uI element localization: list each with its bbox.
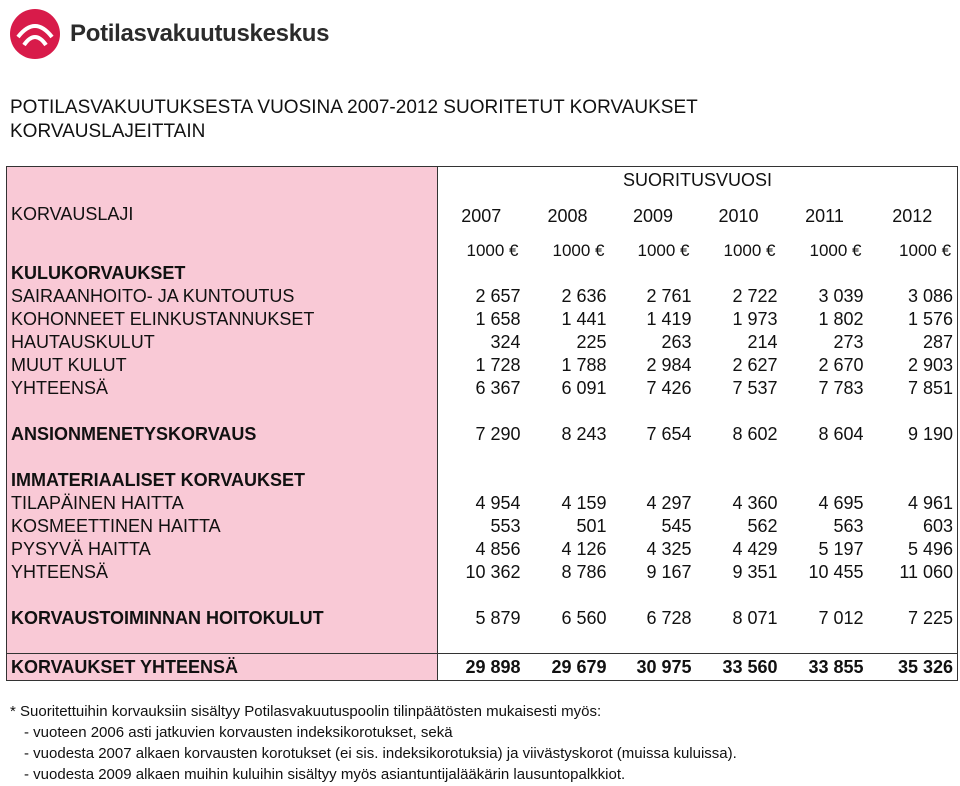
table-row	[7, 492, 958, 515]
footnote: * Suoritettuihin korvauksiin sisältyy Potilasvakuutuspoolin tilinpäätösten mukaisesti myös:	[10, 703, 602, 720]
row-label: YHTEENSÄ	[7, 561, 438, 584]
row-label: YHTEENSÄ	[7, 377, 438, 400]
cell-value: 2 722	[732, 286, 778, 306]
row-label: MUUT KULUT	[7, 354, 438, 377]
cell-value: 33 855	[782, 654, 868, 681]
table-row	[7, 308, 958, 331]
cell-value: 33 560	[696, 654, 782, 681]
cell-value: 4 159	[561, 493, 607, 513]
row-label: PYSYVÄ HAITTA	[7, 538, 438, 561]
page-title	[10, 96, 698, 144]
cell-value: 4 856	[475, 539, 521, 559]
cell-value: 1 788	[561, 355, 607, 375]
table-row	[7, 354, 958, 377]
year-header: 2011	[805, 205, 844, 226]
group-header: SUORITUSVUOSI	[438, 167, 958, 194]
cell-value: 4 695	[818, 493, 864, 513]
cell-value: 7 225	[868, 607, 958, 630]
unit-header: 1000 €	[552, 241, 605, 260]
table-row	[7, 285, 958, 308]
header-logo	[8, 6, 329, 62]
cell-value: 553	[490, 516, 521, 536]
unit-header: 1000 €	[723, 241, 776, 260]
cell-value: 2 761	[646, 286, 692, 306]
cell-value: 545	[661, 516, 692, 536]
cell-value: 1 802	[818, 309, 864, 329]
cell-value: 7 426	[646, 378, 692, 398]
section-heading-row	[7, 262, 958, 285]
cell-value: 8 071	[732, 608, 778, 628]
logo-text: Potilasvakuutuskeskus	[70, 20, 330, 47]
cell-value: 6 728	[646, 608, 692, 628]
cell-value: 8 604	[818, 424, 864, 444]
cell-value: 1 728	[475, 355, 521, 375]
table-row-section-total	[7, 423, 958, 446]
cell-value: 273	[833, 332, 864, 352]
cell-value: 5 496	[868, 538, 958, 561]
cell-value: 1 419	[646, 309, 692, 329]
cell-value: 6 091	[561, 378, 607, 398]
cell-value: 7 290	[475, 424, 521, 444]
year-header: 2007	[461, 205, 502, 226]
label-header-cell	[7, 167, 438, 263]
spacer-row	[7, 446, 958, 469]
compensation-table	[6, 166, 958, 681]
cell-value: 10 362	[465, 562, 521, 582]
cell-value: 4 325	[646, 539, 692, 559]
cell-value: 4 429	[732, 539, 778, 559]
cell-value: 1 658	[475, 309, 521, 329]
cell-value: 7 654	[646, 424, 692, 444]
cell-value: 501	[576, 516, 607, 536]
cell-value: 11 060	[868, 561, 958, 584]
page-title-line-1: POTILASVAKUUTUKSESTA VUOSINA 2007-2012 SUORITETUT KORVAUKSET	[10, 97, 698, 118]
row-label: KORVAUKSET YHTEENSÄ	[7, 654, 438, 681]
cell-value: 4 961	[868, 492, 958, 515]
cell-value: 214	[747, 332, 778, 352]
cell-value: 6 367	[475, 378, 521, 398]
cell-value: 263	[661, 332, 692, 352]
footnote: - vuodesta 2007 alkaen korvausten korotukset (ei sis. indeksikorotuksia) ja viivästyskorot (muissa kuluissa).	[24, 745, 737, 762]
year-header: 2009	[632, 205, 674, 226]
table-row-grand-total	[7, 654, 958, 681]
table-header-row-1	[7, 167, 958, 194]
cell-value: 324	[490, 332, 521, 352]
cell-value: 3 086	[868, 285, 958, 308]
cell-value: 8 786	[561, 562, 607, 582]
row-label: SAIRAANHOITO- JA KUNTOUTUS	[7, 285, 438, 308]
cell-value: 562	[747, 516, 778, 536]
cell-value: 4 360	[732, 493, 778, 513]
unit-header: 1000 €	[809, 241, 862, 260]
cell-value: 7 783	[818, 378, 864, 398]
row-label: ANSIONMENETYSKORVAUS	[7, 423, 438, 446]
table-row	[7, 538, 958, 561]
row-label: TILAPÄINEN HAITTA	[7, 492, 438, 515]
year-header: 2010	[718, 205, 759, 226]
row-label: KOSMEETTINEN HAITTA	[7, 515, 438, 538]
cell-value: 29 679	[525, 654, 611, 681]
footnote: - vuoteen 2006 asti jatkuvien korvausten indeksikorotukset, sekä	[24, 724, 453, 741]
cell-value: 5 879	[475, 608, 521, 628]
table-row-section-total	[7, 607, 958, 630]
cell-value: 9 190	[868, 423, 958, 446]
cell-value: 5 197	[818, 539, 864, 559]
cell-value: 9 351	[732, 562, 778, 582]
cell-value: 2 627	[732, 355, 778, 375]
unit-header: 1000 €	[868, 239, 958, 262]
footnotes	[10, 701, 737, 785]
cell-value: 6 560	[561, 608, 607, 628]
cell-value: 7 012	[818, 608, 864, 628]
spacer-row	[7, 400, 958, 423]
cell-value: 1 973	[732, 309, 778, 329]
cell-value: 10 455	[808, 562, 864, 582]
cell-value: 7 851	[868, 377, 958, 400]
cell-value: 2 903	[868, 354, 958, 377]
cell-value: 8 602	[732, 424, 778, 444]
row-label: HAUTAUSKULUT	[7, 331, 438, 354]
cell-value: 4 126	[561, 539, 607, 559]
cell-value: 2 984	[646, 355, 692, 375]
logo-mark-icon	[8, 7, 62, 61]
table-row	[7, 515, 958, 538]
section-heading-row	[7, 469, 958, 492]
spacer-row	[7, 584, 958, 607]
cell-value: 35 326	[868, 654, 958, 681]
table-row-subtotal	[7, 377, 958, 400]
cell-value: 1 576	[868, 308, 958, 331]
cell-value: 3 039	[818, 286, 864, 306]
row-label: KORVAUSTOIMINNAN HOITOKULUT	[7, 607, 438, 630]
row-label: KOHONNEET ELINKUSTANNUKSET	[7, 308, 438, 331]
table-row-subtotal	[7, 561, 958, 584]
cell-value: 563	[833, 516, 864, 536]
cell-value: 2 636	[561, 286, 607, 306]
cell-value: 9 167	[646, 562, 692, 582]
year-header: 2012	[868, 193, 958, 239]
cell-value: 603	[868, 515, 958, 538]
cell-value: 2 657	[475, 286, 521, 306]
footnote: - vuodesta 2009 alkaen muihin kuluihin sisältyy myös asiantuntijalääkärin lausuntopalkkiot.	[24, 766, 626, 783]
cell-value: 4 954	[475, 493, 521, 513]
cell-value: 2 670	[818, 355, 864, 375]
page-title-line-2: KORVAUSLAJEITTAIN	[10, 121, 206, 142]
cell-value: 4 297	[646, 493, 692, 513]
spacer-row	[7, 630, 958, 654]
cell-value: 7 537	[732, 378, 778, 398]
section-heading: KULUKORVAUKSET	[7, 262, 438, 285]
cell-value: 29 898	[438, 654, 525, 681]
cell-value: 30 975	[611, 654, 696, 681]
cell-value: 1 441	[561, 309, 607, 329]
label-header: KORVAUSLAJI	[11, 204, 134, 224]
year-header: 2008	[547, 205, 588, 226]
cell-value: 287	[868, 331, 958, 354]
section-heading: IMMATERIAALISET KORVAUKSET	[7, 469, 438, 492]
table-row	[7, 331, 958, 354]
cell-value: 8 243	[561, 424, 607, 444]
cell-value: 225	[576, 332, 607, 352]
unit-header: 1000 €	[637, 241, 690, 260]
unit-header: 1000 €	[466, 241, 519, 260]
